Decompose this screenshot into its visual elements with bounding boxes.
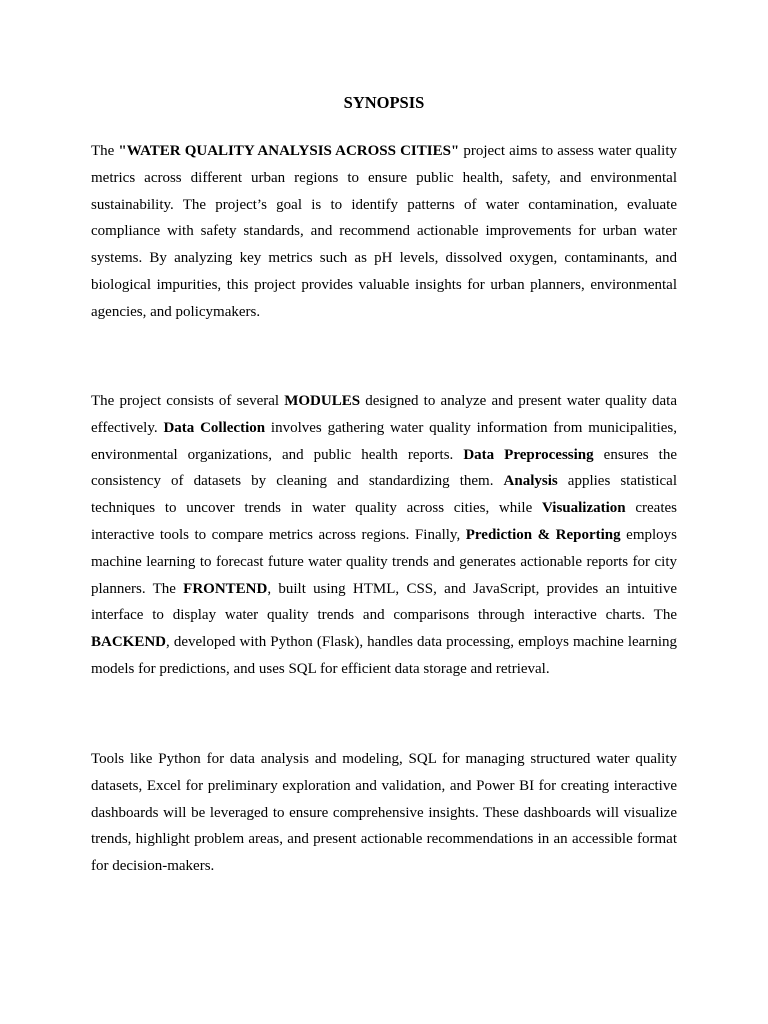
paragraph-text: ensures the consistency of datasets by cleaning and standardizing them. (91, 446, 677, 490)
analysis-term: Analysis (503, 473, 558, 490)
frontend-term: FRONTEND (183, 580, 268, 597)
project-title-bold: "WATER QUALITY ANALYSIS ACROSS CITIES" (118, 143, 460, 159)
paragraph-text: , built using HTML, CSS, and JavaScript, provides an intuitive interface to display water quality trends and comparisons through interactive charts. The (91, 580, 677, 624)
paragraph-text: creates interactive tools to compare metrics across regions. Finally, (91, 500, 677, 543)
paragraph-text: Tools like Python for data analysis and modeling, SQL for managing structured water quality datasets, Excel for preliminary exploration and validation, and Power BI for creating interactive dashboards will be leveraged to ensure comprehensive insights. These dashboards will visualize trends, highlight problem areas, and present actionable recommendations in an accessible format for decision-makers. (91, 751, 677, 875)
data-preprocessing-term: Data Preprocessing (463, 446, 594, 463)
visualization-term: Visualization (542, 500, 626, 517)
paragraph-text: The project consists of several (91, 393, 285, 409)
paragraph-text: applies statistical techniques to uncover trends in water quality across cities, while (91, 473, 677, 517)
page-title: SYNOPSIS (343, 93, 425, 112)
synopsis-paragraph-modules (91, 388, 677, 683)
paragraph-text: involves gathering water quality information from municipalities, environmental organizations, and public health reports. (91, 419, 677, 463)
paragraph-text: The (91, 143, 119, 159)
backend-term: BACKEND (91, 634, 167, 651)
paragraph-text: project aims to assess water quality metrics across different urban regions to ensure public health, safety, and environmental sustainability. The project’s goal is to identify patterns of water contamination, evaluate compliance with safety standards, and recommend actionable improvements for urban water systems. By analyzing key metrics such as pH levels, dissolved oxygen, contaminants, and biological impurities, this project provides valuable insights for urban planners, environmental agencies, and policymakers. (91, 143, 678, 320)
synopsis-paragraph-intro (91, 138, 677, 326)
synopsis-paragraph-tools (91, 746, 677, 880)
prediction-reporting-term: Prediction & Reporting (465, 526, 621, 543)
data-collection-term: Data Collection (163, 419, 266, 436)
paragraph-text: , developed with Python (Flask), handles data processing, employs machine learning models for predictions, and uses SQL for efficient data storage and retrieval. (91, 634, 677, 677)
modules-term: MODULES (284, 393, 361, 409)
paragraph-text: designed to analyze and present water quality data effectively. (91, 393, 677, 436)
paragraph-text: employs machine learning to forecast future water quality trends and generates actionable reports for city planners. The (91, 526, 677, 597)
